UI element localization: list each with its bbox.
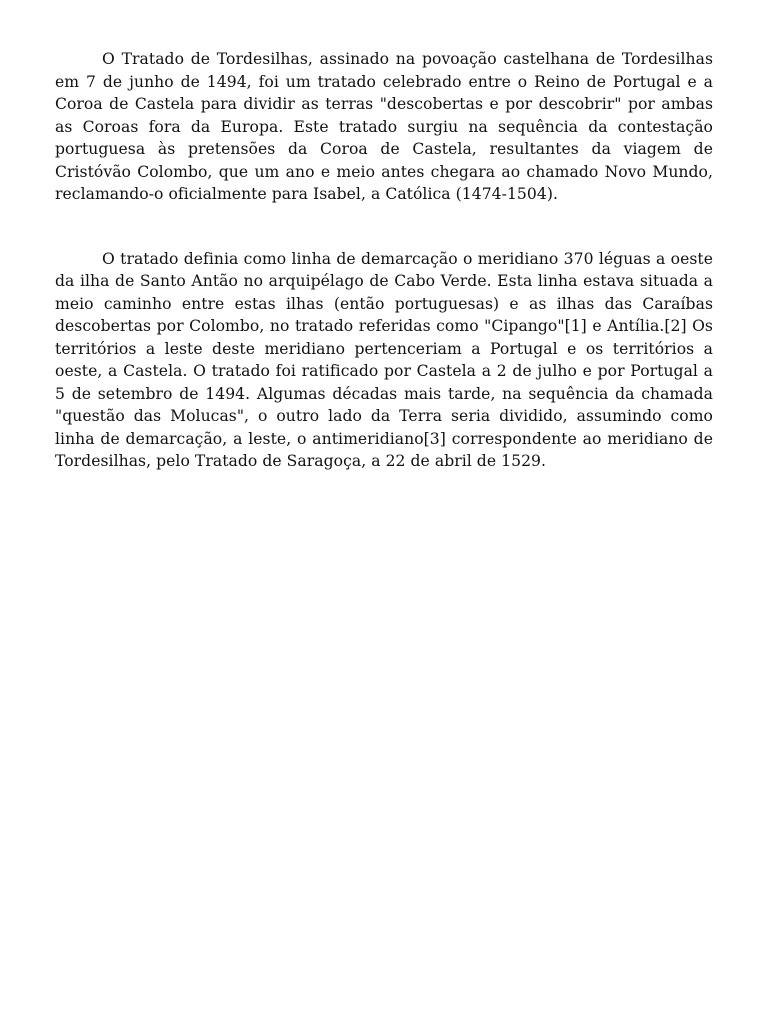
paragraph-demarcation-line: O tratado definia como linha de demarcação o meridiano 370 léguas a oeste da ilha de Santo Antão no arquipélago de Cabo Verde. Esta linha estava situada a meio caminho entre estas ilhas (então portuguesas) e as ilhas das Caraíbas descobertas por Colombo, no tratado referidas como "Cipango"[1] e Antília.[2] Os territórios a leste deste meridiano pertenceriam a Portugal e os territórios a oeste, a Castela. O tratado foi ratificado por Castela a 2 de julho e por Portugal a 5 de setembro de 1494. Algumas décadas mais tarde, na sequência da chamada "questão das Molucas", o outro lado da Terra seria dividido, assumindo como linha de demarcação, a leste, o antimeridiano[3] correspondente ao meridiano de Tordesilhas, pelo Tratado de Saragoça, a 22 de abril de 1529. [55,249,713,470]
paragraph-treaty-intro: O Tratado de Tordesilhas, assinado na povoação castelhana de Tordesilhas em 7 de junho de 1494, foi um tratado celebrado entre o Reino de Portugal e a Coroa de Castela para dividir as terras "descobertas e por descobrir" por ambas as Coroas fora da Europa. Este tratado surgiu na sequência da contestação portuguesa às pretensões da Coroa de Castela, resultantes da viagem de Cristóvão Colombo, que um ano e meio antes chegara ao chamado Novo Mundo, reclamando-o oficialmente para Isabel, a Católica (1474-1504). [55,50,713,203]
document-page [55,48,713,473]
